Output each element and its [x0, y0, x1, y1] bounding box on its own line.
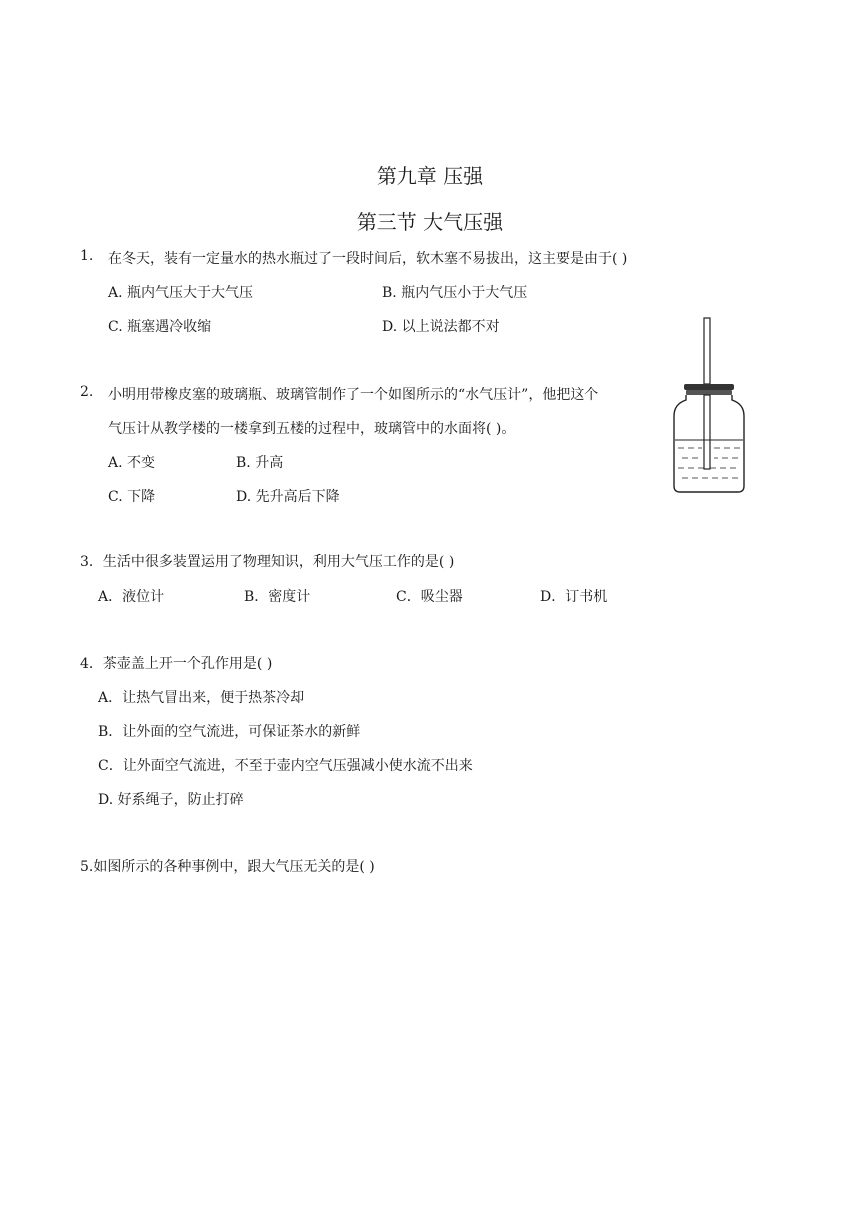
question-3-option-b: B．密度计 [244, 589, 311, 605]
rubber-stopper-upper [684, 384, 734, 390]
glass-tube-top [704, 318, 710, 384]
rubber-stopper-lower [686, 390, 732, 395]
question-4-option-a: A．让热气冒出来，便于热茶冷却 [98, 690, 305, 706]
water-fill [675, 440, 743, 491]
question-1-option-d: D. 以上说法都不对 [382, 319, 500, 335]
question-4-option-d: D. 好系绳子，防止打碎 [98, 792, 244, 808]
chapter-title: 第九章 压强 [376, 164, 484, 188]
question-4-option-c: C．让外面空气流进，不至于壶内空气压强减小使水流不出来 [98, 758, 473, 774]
question-1-option-a: A. 瓶内气压大于大气压 [108, 285, 254, 301]
question-2-option-b: B. 升高 [236, 455, 284, 471]
water-barometer-figure [664, 316, 754, 496]
question-3-option-d: D．订书机 [540, 589, 608, 605]
question-1-option-c: C. 瓶塞遇冷收缩 [108, 319, 212, 335]
section-title: 第三节 大气压强 [356, 210, 504, 234]
question-2-stem-line1: 小明用带橡皮塞的玻璃瓶、玻璃管制作了一个如图所示的“水气压计”，他把这个 [108, 387, 599, 403]
question-1-option-b: B. 瓶内气压小于大气压 [382, 285, 528, 301]
question-1-stem: 在冬天，装有一定量水的热水瓶过了一段时间后，软木塞不易拔出，这主要是由于( ) [108, 251, 628, 267]
question-2-number: 2. [80, 384, 94, 400]
question-2-option-a: A. 不变 [108, 455, 156, 471]
question-2-option-c: C. 下降 [108, 489, 156, 505]
question-4-stem: 4．茶壶盖上开一个孔作用是( ) [80, 656, 273, 672]
question-3-option-a: A．液位计 [98, 589, 165, 605]
question-3-option-c: C．吸尘器 [396, 589, 463, 605]
question-2-option-d: D. 先升高后下降 [236, 489, 340, 505]
question-5-stem: 5.如图所示的各种事例中，跟大气压无关的是( ) [80, 859, 375, 875]
question-3-stem: 3．生活中很多装置运用了物理知识，利用大气压工作的是( ) [80, 554, 455, 570]
question-1-number: 1. [80, 248, 94, 264]
question-4-option-b: B．让外面的空气流进，可保证茶水的新鲜 [98, 724, 361, 740]
question-2-stem-line2: 气压计从教学楼的一楼拿到五楼的过程中，玻璃管中的水面将( )。 [108, 421, 516, 437]
